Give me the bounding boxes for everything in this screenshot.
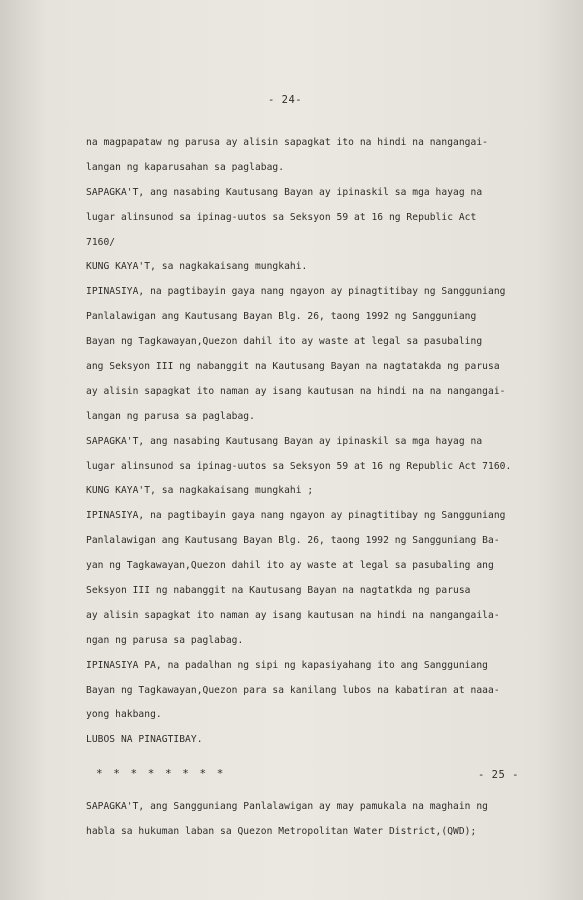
- text-line: KUNG KAYA'T, sa nagkakaisang mungkahi ;: [86, 485, 314, 497]
- text-line: 7160/: [86, 236, 116, 248]
- resolution-text: [86, 131, 546, 753]
- text-line: ngan ng parusa sa paglabag.: [86, 634, 244, 646]
- next-page-number: - 25 -: [478, 769, 519, 781]
- text-line: SAPAGKA'T, ang Sangguniang Panlalawigan ay may pamukala na maghain ng: [86, 801, 488, 812]
- text-line: langan ng kaparusahan sa paglabag.: [86, 161, 285, 173]
- text-line: langan ng parusa sa paglabag.: [86, 410, 255, 422]
- text-line: SAPAGKA'T, ang nasabing Kautusang Bayan ay ipinaskil sa mga hayag na: [86, 435, 483, 447]
- text-line: habla sa hukuman laban sa Quezon Metropolitan Water District,(QWD);: [86, 825, 477, 837]
- page-number: - 24-: [268, 94, 303, 106]
- text-line: IPINASIYA, na pagtibayin gaya nang ngayon ay pinagtitibay ng Sangguniang: [86, 286, 506, 298]
- text-line: KUNG KAYA'T, sa nagkakaisang mungkahi.: [86, 261, 308, 273]
- separator-stars: * * * * * * * *: [96, 767, 226, 780]
- text-line: yong hakbang.: [86, 709, 162, 721]
- text-line: Seksyon III ng nabanggit na Kautusang Bayan na nagtatkda ng parusa: [86, 585, 471, 597]
- text-line: SAPAGKA'T, ang nasabing Kautusang Bayan ay ipinaskil sa mga hayag na: [86, 186, 483, 198]
- text-line: Bayan ng Tagkawayan,Quezon para sa kanilang lubos na kabatiran at naaa-: [86, 684, 500, 696]
- text-line: ang Seksyon III ng nabanggit na Kautusang Bayan na nagtatakda ng parusa: [86, 361, 500, 373]
- text-line: Panlalawigan ang Kautusang Bayan Blg. 26, taong 1992 ng Sangguniang Ba-: [86, 535, 500, 547]
- text-line: yan ng Tagkawayan,Quezon dahil ito ay waste at legal sa pasubaling ang: [86, 560, 494, 572]
- text-line: lugar alinsunod sa ipinag-uutos sa Seksyon 59 at 16 ng Republic Act 7160.: [86, 460, 512, 472]
- text-line: lugar alinsunod sa ipinag-uutos sa Seksyon 59 at 16 ng Republic Act: [86, 211, 477, 223]
- next-resolution-text: [86, 795, 546, 845]
- text-line: ay alisin sapagkat ito naman ay isang kautusan na hindi na na nangangai-: [86, 385, 506, 397]
- text-line: IPINASIYA, na pagtibayin gaya nang ngayon ay pinagtitibay ng Sangguniang: [86, 510, 506, 522]
- text-line: na magpapataw ng parusa ay alisin sapagkat ito na hindi na nangangai-: [86, 137, 488, 148]
- text-line: Panlalawigan ang Kautusang Bayan Blg. 26, taong 1992 ng Sangguniang: [86, 311, 477, 323]
- text-line: LUBOS NA PINAGTIBAY.: [86, 734, 203, 746]
- text-line: IPINASIYA PA, na padalhan ng sipi ng kapasiyahang ito ang Sangguniang: [86, 659, 488, 671]
- text-line: ay alisin sapagkat ito naman ay isang kautusan na hindi na nangangaila-: [86, 609, 500, 621]
- text-line: Bayan ng Tagkawayan,Quezon dahil ito ay waste at legal sa pasubaling: [86, 336, 483, 348]
